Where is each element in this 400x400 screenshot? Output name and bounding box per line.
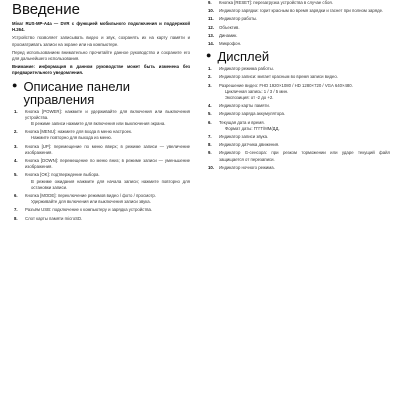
item-number: 8. [14,215,18,221]
item-text: Индикатор карты памяти. [219,103,271,109]
list-item [208,41,390,47]
item-number: 2. [14,129,18,135]
list-item [208,150,390,162]
item-number: 4. [14,158,18,164]
intro-paragraph: Mivar RUS-MP-A4a — DVR с функцией мобильного подключения и поддержкой H.264. [12,21,190,33]
list-item [208,111,390,117]
display-heading-text: Дисплей [217,49,270,65]
list-item [14,207,190,213]
list-item [14,129,190,141]
list-item [208,66,390,72]
item-text: Кнопка [MENU]: нажмите для входа в меню настроек. [25,129,133,135]
item-text: Разъём USB: подключение к компьютеру и зарядка устройства. [25,207,153,213]
item-number: 3. [14,143,18,149]
item-text: Кнопка [OK]: подтверждение выбора. [25,172,100,178]
item-text: Удерживайте для включения или выключения записи звука. [31,199,151,205]
panel-item-list [12,109,190,222]
item-number: 3. [208,82,212,88]
item-number: 14. [208,41,214,47]
item-number: 1. [208,66,212,72]
item-number: 9. [208,0,212,5]
item-number: 9. [208,150,212,156]
right-column [206,0,390,400]
list-item [14,108,190,128]
item-text: Цикличная запись: 1 / 3 / 5 мин. [225,88,289,94]
item-number: 1. [14,108,18,114]
item-number: 7. [208,134,212,140]
item-text: Кнопка [POWER]: нажмите и удерживайте для включения или выключения устройства. [25,108,190,120]
item-number: 2. [208,74,212,80]
list-item [14,172,190,191]
item-text: Формат даты: ГГГГ/ММ/ДД. [225,125,280,131]
list-item [208,82,390,102]
item-number: 8. [208,142,212,148]
item-text: Объектив. [219,24,240,30]
list-item [208,24,390,31]
list-item [14,215,190,222]
item-text: Кнопка [MODE]: переключение режимов видео / фото / просмотр. [25,193,157,199]
item-text: Индикатор зарядки: горит красным во время зарядки и гаснет при полном заряде. [219,8,384,14]
item-text: Микрофон. [219,41,242,47]
item-text: Нажмите повторно для выхода из меню. [31,135,112,141]
panel-heading-text: Описание панели управления [23,78,130,107]
section-bullet-icon: ● [12,79,18,90]
item-text: Индикатор ночного режима. [219,164,275,170]
item-text: В режиме ожидания нажмите для начала записи; нажмите повторно для остановки записи. [31,178,190,190]
item-text: Экспозиция: от -2 до +2. [225,95,274,101]
item-text: Кнопка [UP]: перемещение по меню вверх; в режиме записи — увеличение изображения. [25,143,190,155]
item-number: 7. [14,207,18,213]
item-text: Индикатор G-сенсора: при резком торможении или ударе текущий файл защищается от перезаписи. [219,150,390,162]
item-text: Кнопка [RESET]: перезагрузка устройства в случае сбоя. [219,0,333,5]
list-item [208,103,390,109]
intro-heading: Введение [12,1,80,18]
intro-paragraph: Устройство позволяет записывать видео и звук, сохранять их на карту памяти и просматривать записи на экране или на компьютере. [12,35,190,47]
item-text: Текущая дата и время. [219,119,265,125]
list-item [14,143,190,156]
display-item-list [206,66,390,171]
list-item [208,0,390,6]
item-text: Индикатор записи: мигает красным во время записи видео. [219,74,338,80]
list-item [208,134,390,140]
list-item [208,164,390,171]
item-text: Динамик. [219,32,238,38]
item-number: 10. [208,8,214,14]
left-column [12,0,190,400]
list-item [208,32,390,39]
list-item [14,158,190,170]
list-item [208,16,390,22]
list-item [208,8,390,14]
item-text: Индикатор заряда аккумулятора. [219,111,286,117]
panel-heading [12,80,190,106]
item-number: 5. [14,172,18,178]
intro-paragraph: Перед использованием внимательно прочитайте данное руководство и сохраните его для дальнейшего использования. [12,49,190,62]
item-text: Кнопка [DOWN]: перемещение по меню вниз; в режиме записи — уменьшение изображения. [25,158,190,170]
item-number: 5. [208,111,212,117]
item-text: В режиме записи нажмите для включения или выключения экрана. [31,121,166,127]
display-heading [206,50,390,63]
list-item [208,119,390,132]
item-text: Индикатор режима работы. [219,66,274,72]
list-item [208,74,390,80]
list-item [208,142,390,148]
item-text: Индикатор работы. [219,16,258,22]
item-number: 6. [14,193,18,199]
item-number: 10. [208,164,214,170]
item-number: 13. [208,32,214,38]
panel-item-list-continued [206,0,390,47]
item-number: 11. [208,16,214,22]
item-text: Индикатор записи звука. [219,134,269,140]
item-text: Разрешение видео: FHD 1920×1080 / HD 1280×720 / VGA 640×480. [219,82,353,88]
item-text: Индикатор датчика движения. [219,142,280,148]
item-number: 4. [208,103,212,109]
item-number: 6. [208,119,212,125]
section-bullet-icon: ● [206,50,212,61]
item-number: 12. [208,24,214,30]
intro-warning: Внимание: информация в данном руководстве может быть изменена без предварительного уведомления. [12,64,190,76]
item-text: Слот карты памяти microSD. [25,215,83,221]
list-item [14,193,190,205]
